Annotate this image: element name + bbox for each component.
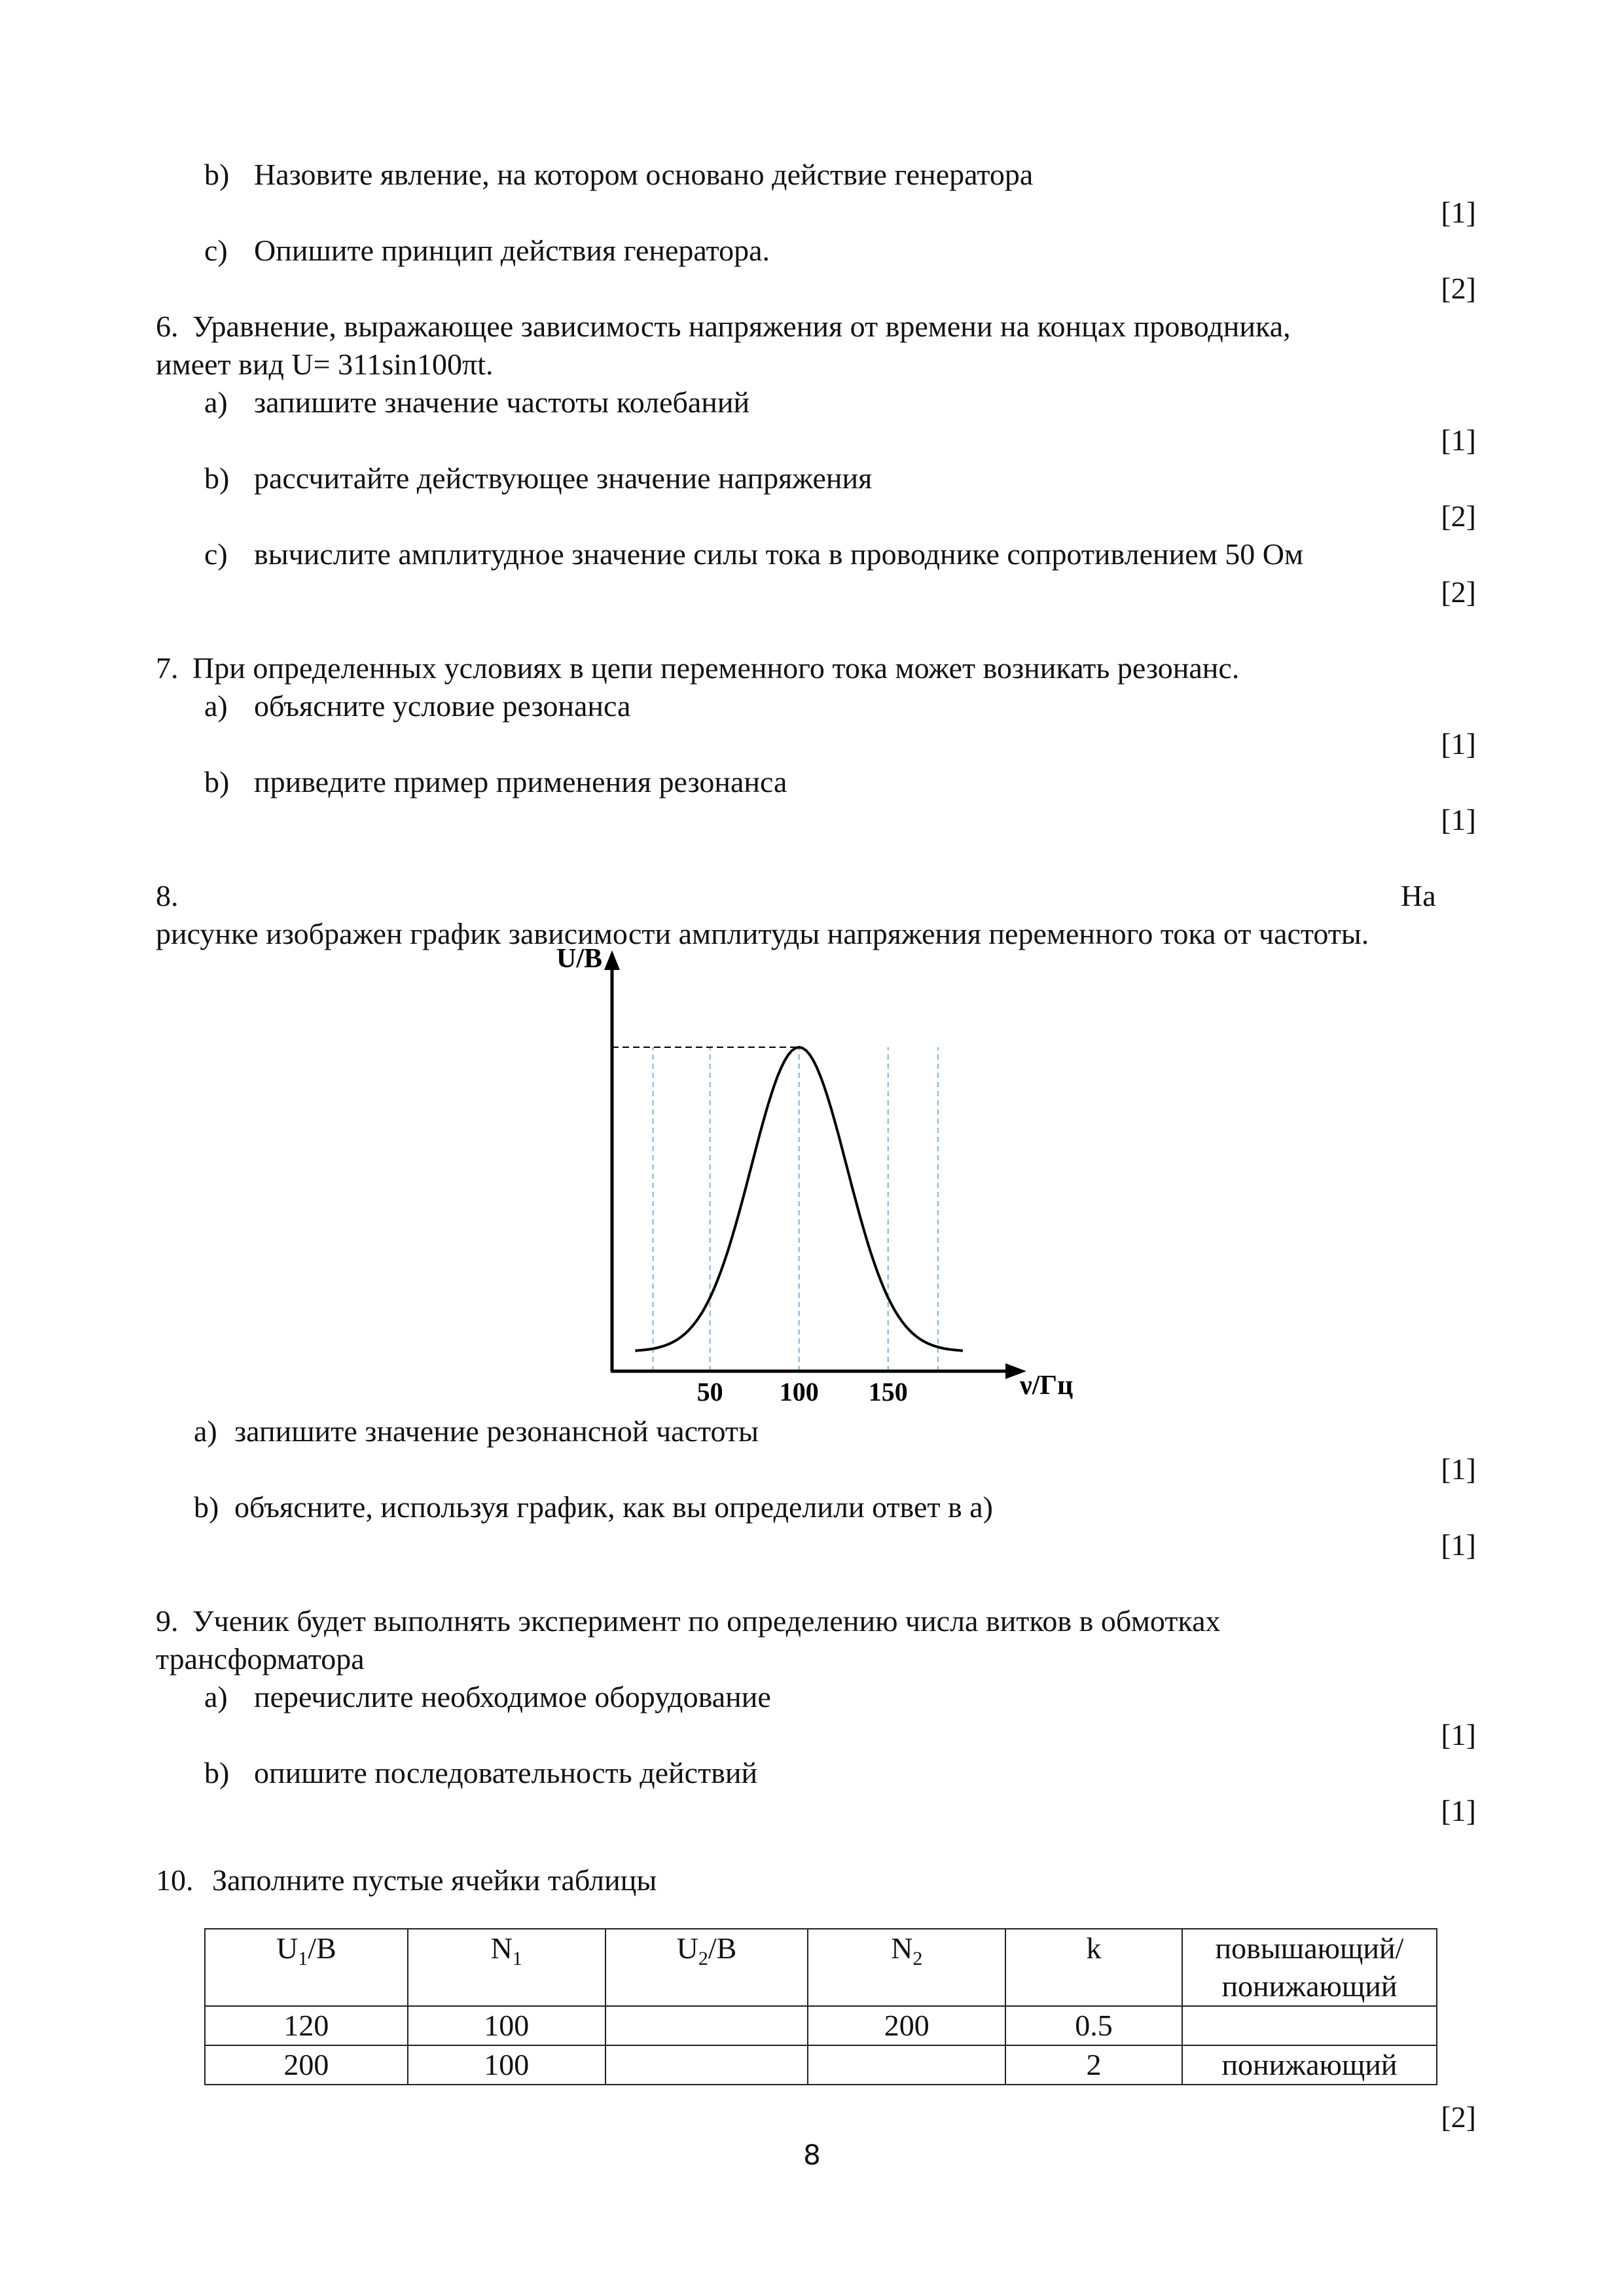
q7-b-text: приведите пример применения резонанса [254, 765, 787, 798]
q8-b-label: b) [194, 1490, 219, 1524]
table-row [205, 2006, 1437, 2045]
q9-a-label: a) [204, 1680, 228, 1713]
q8-b-mark: [1] [1441, 1528, 1476, 1562]
q5-c-mark: [2] [1441, 272, 1476, 305]
q9-b-label: b) [204, 1756, 230, 1789]
q6-c-text: вычислите амплитудное значение силы тока в проводнике сопротивлением 50 Ом [254, 537, 1304, 571]
q6-line1: Уравнение, выражающее зависимость напряжения от времени на концах проводника, [192, 310, 1291, 343]
q8-number: 8. [156, 879, 179, 912]
table-cell: 0.5 [1005, 2006, 1182, 2045]
q7-number: 7. [156, 651, 179, 685]
header-n2: $N_2$ [808, 1929, 1005, 2006]
q8-a-mark: [1] [1441, 1452, 1476, 1486]
q5-b-text: Назовите явление, на котором основано действие генератора [254, 158, 1034, 191]
header-k: k [1005, 1929, 1182, 2006]
table-cell[interactable] [808, 2045, 1005, 2085]
x-tick-labels-group [697, 1377, 908, 1407]
x-tick-label: 100 [779, 1377, 819, 1407]
q8-a-label: a) [194, 1414, 217, 1448]
y-axis-label: U/B [556, 944, 603, 974]
header-type: повышающий/ понижающий [1182, 1929, 1437, 2006]
q9-b-mark: [1] [1441, 1794, 1476, 1827]
table-header-row [205, 1929, 1437, 2006]
q7-text: При определенных условиях в цепи переменного тока может возникать резонанс. [192, 651, 1240, 685]
q6-line2: имеет вид U= 311sin100πt. [156, 348, 494, 381]
x-tick-label: 50 [696, 1377, 723, 1407]
table-cell[interactable] [1182, 2006, 1437, 2045]
table-cell: 200 [205, 2045, 408, 2085]
x-axis-label: ν/Гц [1020, 1371, 1074, 1401]
q6-a-mark: [1] [1441, 423, 1476, 457]
table-cell: 100 [408, 2006, 605, 2045]
table-cell[interactable] [605, 2045, 808, 2085]
q5-b-mark: [1] [1441, 196, 1476, 229]
q5-c-text: Опишите принцип действия генератора. [254, 234, 770, 267]
q10-mark: [2] [1441, 2100, 1476, 2134]
q6-b-label: b) [204, 461, 230, 495]
table-cell: 120 [205, 2006, 408, 2045]
resonance-chart [537, 942, 1100, 1420]
q8-line2: рисунке изображен график зависимости амплитуды напряжения переменного тока от частоты. [156, 917, 1369, 950]
table-cell: 100 [408, 2045, 605, 2085]
q6-a-text: запишите значение частоты колебаний [254, 386, 750, 419]
x-tick-label: 150 [868, 1377, 908, 1407]
page-number: 8 [803, 2139, 821, 2171]
q7-b-mark: [1] [1441, 803, 1476, 836]
q9-line2: трансформатора [156, 1642, 365, 1676]
q8-a-text: запишите значение резонансной частоты [234, 1414, 759, 1448]
q5-b-label: b) [204, 158, 230, 191]
q6-c-mark: [2] [1441, 575, 1476, 609]
table-cell: 200 [808, 2006, 1005, 2045]
header-n1: $N_1$ [408, 1929, 605, 2006]
q9-a-text: перечислите необходимое оборудование [254, 1680, 771, 1713]
q7-a-mark: [1] [1441, 727, 1476, 761]
q10-number: 10. [156, 1863, 194, 1897]
table-row [205, 2045, 1437, 2085]
q7-a-label: a) [204, 689, 228, 723]
q8-word-na: На [1401, 879, 1436, 912]
table-cell: понижающий [1182, 2045, 1437, 2085]
table-cell[interactable] [605, 2006, 808, 2045]
q6-b-text: рассчитайте действующее значение напряжения [254, 461, 873, 495]
q8-b-text: объясните, используя график, как вы определили ответ в а) [234, 1490, 993, 1524]
header-u2: $U_2/B$ [605, 1929, 808, 2006]
q7-b-label: b) [204, 765, 230, 798]
table-cell: 2 [1005, 2045, 1182, 2085]
y-axis-arrow [604, 950, 620, 970]
q9-number: 9. [156, 1604, 179, 1638]
header-u1: $U_1/B$ [205, 1929, 408, 2006]
transformer-table [204, 1928, 1437, 2085]
q9-a-mark: [1] [1441, 1718, 1476, 1751]
q10-text: Заполните пустые ячейки таблицы [212, 1863, 657, 1897]
q6-number: 6. [156, 310, 179, 343]
q9-line1: Ученик будет выполнять эксперимент по определению числа витков в обмотках [192, 1604, 1221, 1638]
q9-b-text: опишите последовательность действий [254, 1756, 758, 1789]
q5-c-label: c) [204, 234, 228, 267]
q6-a-label: a) [204, 386, 228, 419]
q6-c-label: c) [204, 537, 228, 571]
q7-a-text: объясните условие резонанса [254, 689, 631, 723]
q6-b-mark: [2] [1441, 499, 1476, 533]
